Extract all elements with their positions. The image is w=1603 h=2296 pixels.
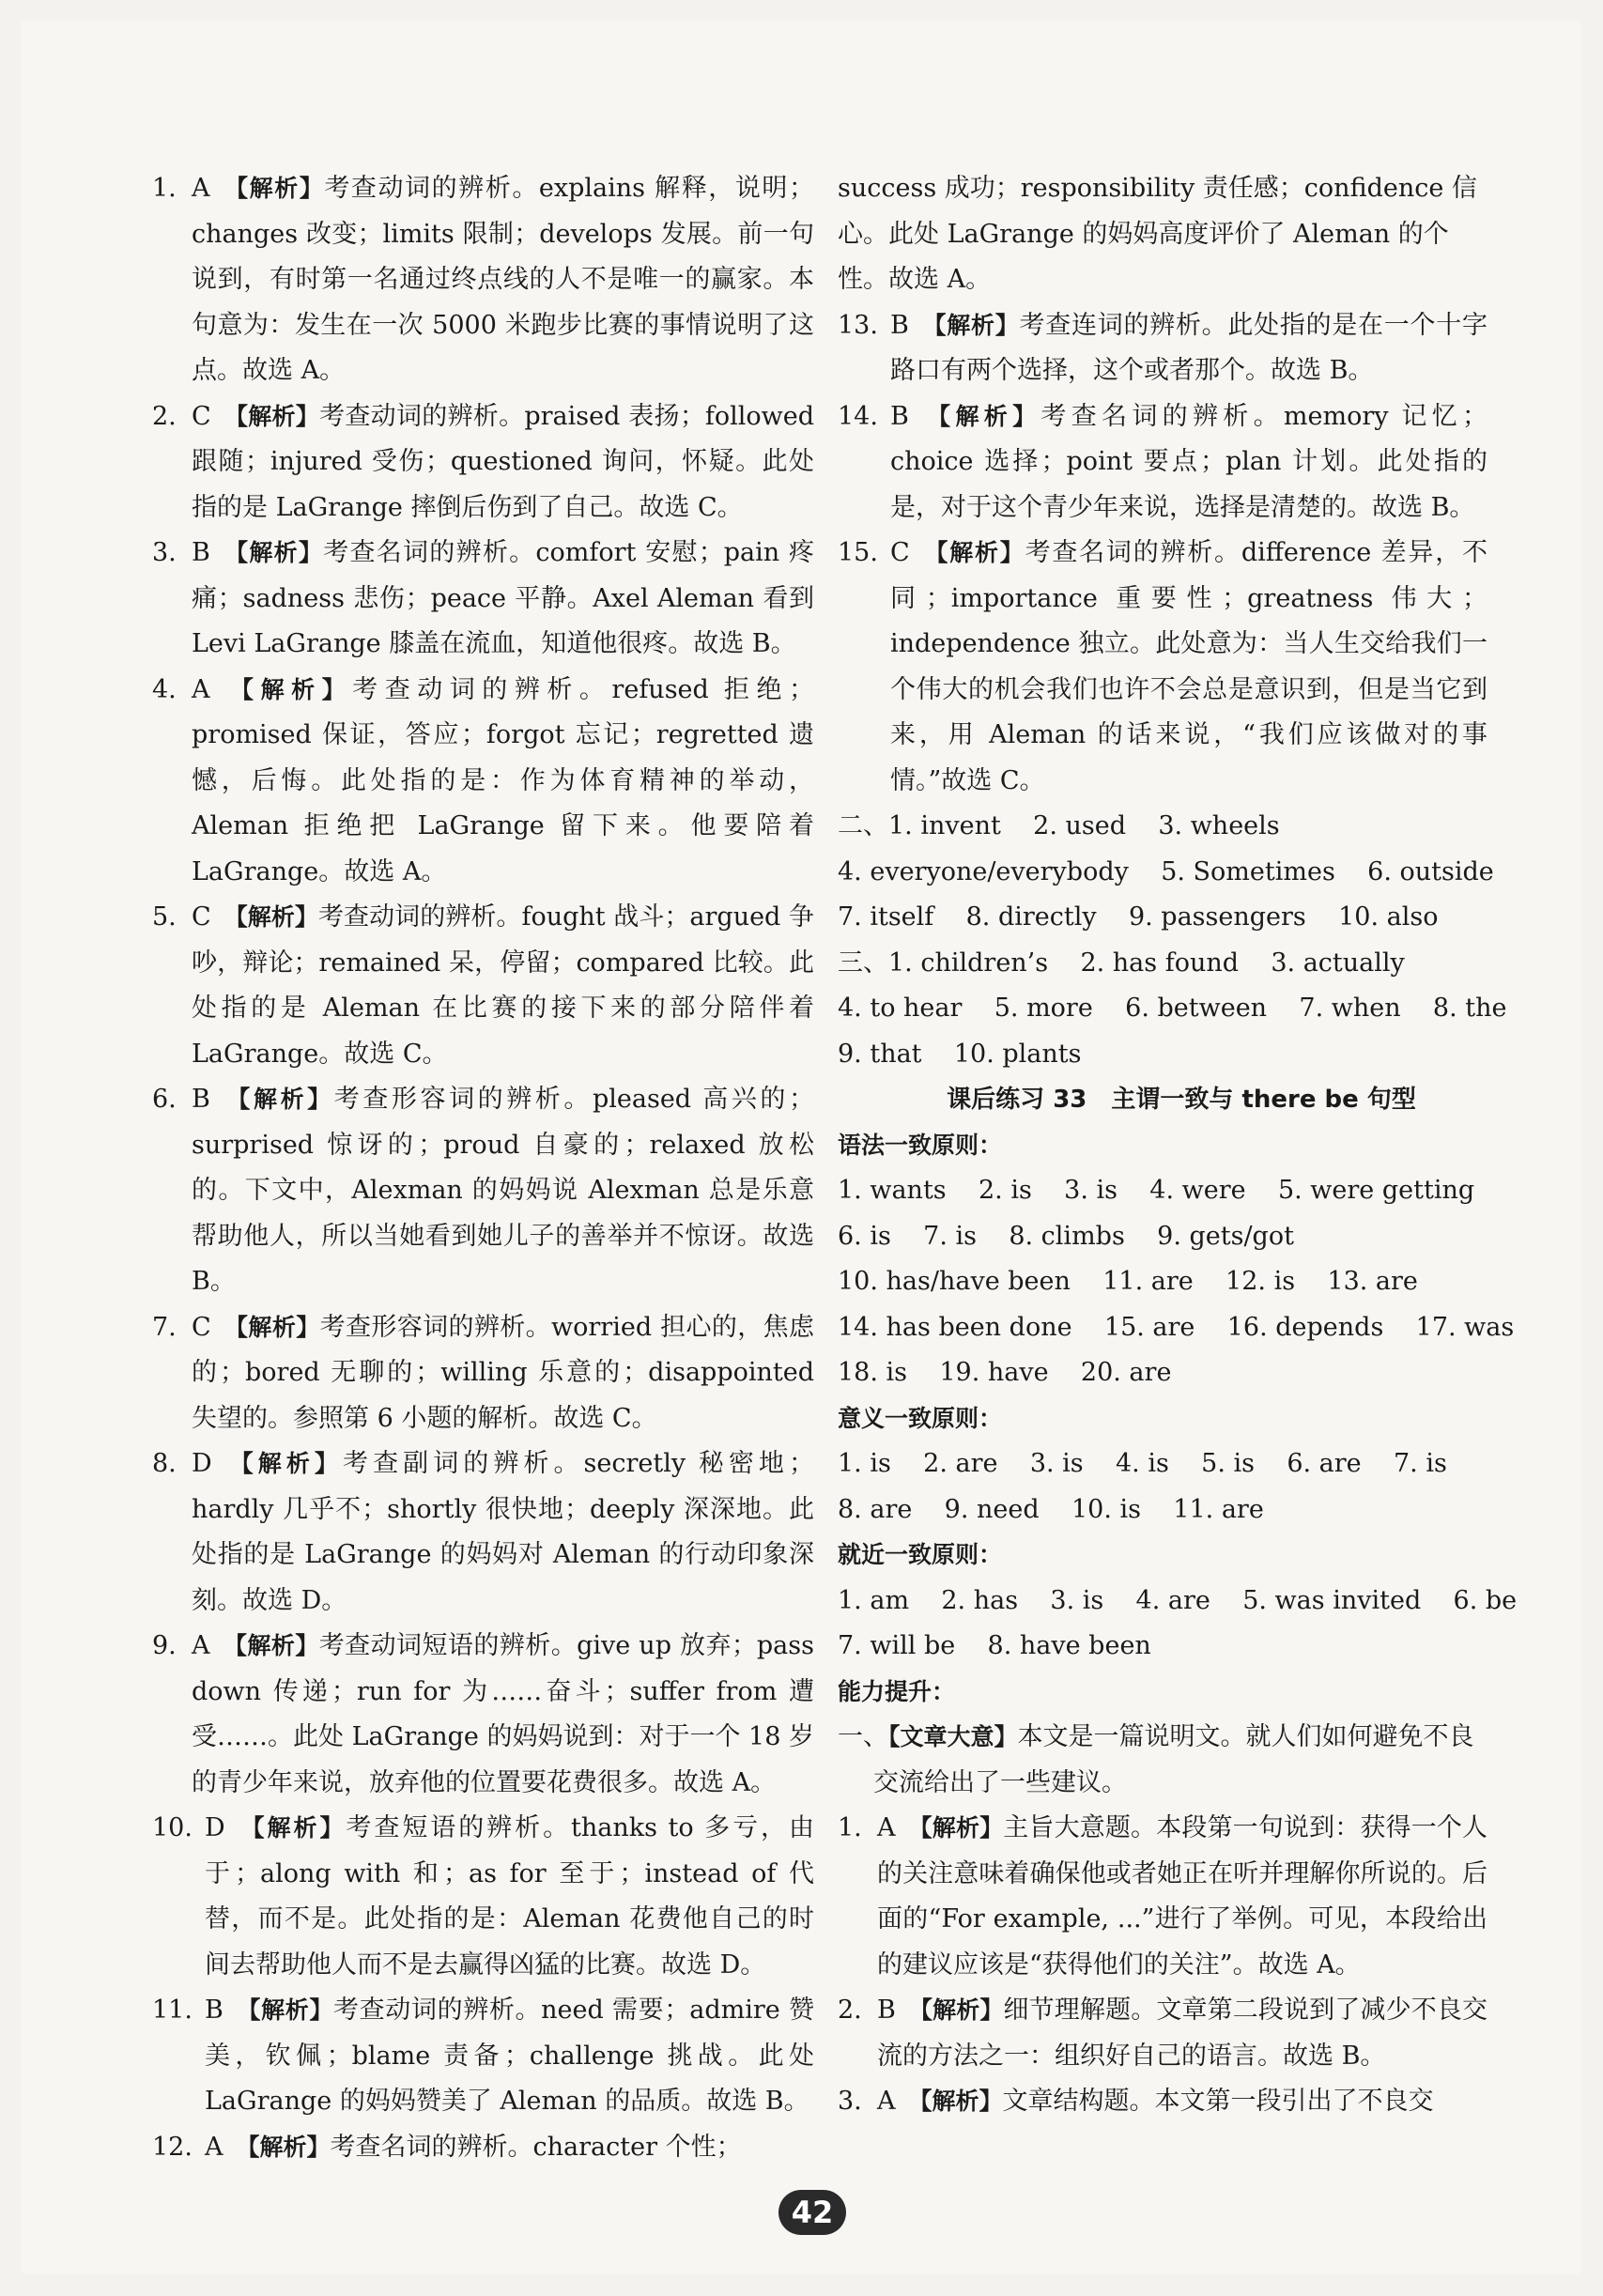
analysis-text: 考查副词的辨析。secretly 秘密地；hardly 几乎不；shortly 很快地；deeply 深深地。此处指的是 LaGrange 的妈妈对 Aleman 的行动印象深刻。故选 D。 <box>192 1449 814 1615</box>
answer-choice: C <box>890 538 910 567</box>
answer-number: 15. <box>838 538 878 567</box>
analysis-text: 文章结构题。本文第一段引出了不良交 <box>1002 2087 1434 2116</box>
answer-choice: A <box>877 2087 896 2116</box>
analysis-text: 主旨大意题。本段第一句说到：获得一个人的关注意味着确保他或者她正在听并理解你所说的。后面的“For example, ...”进行了举例。可见，本段给出的建议应该是“获得他们的关注”。故选 A。 <box>877 1813 1487 1980</box>
answer-item <box>152 1077 814 1305</box>
meaning-line: 1. is 2. are 3. is 4. is 5. is 6. are 7. is <box>838 1449 1447 1478</box>
analysis-tag: 【解析】 <box>223 1086 334 1113</box>
lesson-title: 课后练习 33 主谓一致与 there be 句型 <box>947 1086 1416 1114</box>
analysis-tag: 【解析】 <box>223 1632 319 1659</box>
analysis-tag: 【解析】 <box>908 1996 1004 2024</box>
section-two-line-2: 4. everyone/everybody 5. Sometimes 6. outside <box>838 856 1494 886</box>
section-three <box>838 941 1507 1078</box>
analysis-tag: 【解析】 <box>223 539 324 566</box>
analysis-tag: 【解析】 <box>236 2133 331 2161</box>
analysis-text: 考查名词的辨析。difference 差异，不同；importance 重要性；greatness 伟大；independence 独立。此处意为：当人生交给我们一个伟大的机会我们也许不会总是意识到，但是当它到来，用 Aleman 的话来说，“我们应该做对的事情。”故选 C。 <box>890 538 1487 795</box>
analysis-tag: 【解析】 <box>223 903 318 931</box>
answer-item <box>838 303 1487 394</box>
answer-number: 4. <box>152 674 177 704</box>
answer-item <box>152 531 814 668</box>
left-column <box>152 166 814 2170</box>
answer-number: 10. <box>152 1813 193 1842</box>
analysis-text: 考查形容词的辨析。pleased 高兴的；surprised 惊讶的；proud 自豪的；relaxed 放松的。下文中，Alexman 的妈妈说 Alexman 总是乐意帮助他人，所以当她看到她儿子的善举并不惊讶。故选 B。 <box>192 1085 814 1296</box>
answer-choice: B <box>205 1996 223 2025</box>
analysis-text: 考查连词的辨析。此处指的是在一个十字路口有两个选择，这个或者那个。故选 B。 <box>890 310 1487 385</box>
answer-number: 2. <box>152 401 177 431</box>
ability-heading: 能力提升： <box>838 1677 956 1705</box>
answer-number: 1. <box>838 1813 862 1842</box>
answer-choice: A <box>192 1631 210 1660</box>
section-two-line-3: 7. itself 8. directly 9. passengers 10. also <box>838 902 1439 932</box>
answer-choice: A <box>205 2132 223 2162</box>
answer-choice: A <box>192 674 210 704</box>
answer-number: 1. <box>152 174 177 203</box>
analysis-text: 考查动词的辨析。fought 战斗；argued 争吵，辩论；remained 呆，停留；compared 比较。此处指的是 Aleman 在比赛的接下来的部分陪伴着 LaGrange。故选 C。 <box>192 902 814 1069</box>
analysis-text: 考查动词的辨析。need 需要；admire 赞美，钦佩；blame 责备；challenge 挑战。此处 LaGrange 的妈妈赞美了 Aleman 的品质。故选 B。 <box>205 1996 814 2116</box>
answer-choice: C <box>192 1312 211 1342</box>
answer-item <box>838 1806 1487 1988</box>
answer-number: 6. <box>152 1085 177 1114</box>
analysis-tag: 【解析】 <box>223 1313 320 1341</box>
section-label: 三、 <box>838 948 888 978</box>
analysis-tag: 【解析】 <box>921 311 1020 339</box>
analysis-text: 考查名词的辨析。character 个性； <box>330 2132 742 2162</box>
answer-item <box>152 1305 814 1442</box>
answer-item <box>152 1441 814 1624</box>
answer-number: 3. <box>152 538 177 567</box>
section-two-line-1: 二、1. invent 2. used 3. wheels <box>838 811 1280 840</box>
answer-choice: C <box>192 902 211 932</box>
answer-item <box>838 2079 1487 2125</box>
answer-number: 14. <box>838 401 878 431</box>
answer-number: 7. <box>152 1312 177 1342</box>
grammar-line: 18. is 19. have 20. are <box>838 1358 1172 1387</box>
section-three-line-2: 4. to hear 5. more 6. between 7. when 8. the <box>838 994 1507 1023</box>
answer-number: 11. <box>152 1996 193 2025</box>
answer-choice: A <box>192 174 210 203</box>
analysis-text: 考查动词的辨析。explains 解释，说明；changes 改变；limits 限制；develops 发展。前一句说到，有时第一名通过终点线的人不是唯一的赢家。本句意为：发生在一次 5000 米跑步比赛的事情说明了这点。故选 A。 <box>192 174 814 385</box>
answer-item <box>838 394 1487 532</box>
section-label: 二、 <box>838 811 888 840</box>
analysis-text: 考查形容词的辨析。worried 担心的，焦虑的；bored 无聊的；willing 乐意的；disappointed 失望的。参照第 6 小题的解析。故选 C。 <box>192 1312 814 1433</box>
answer-item <box>152 2125 814 2171</box>
right-column <box>838 166 1518 2125</box>
section-three-line-3: 9. that 10. plants <box>838 1039 1082 1069</box>
grammar-line: 1. wants 2. is 3. is 4. were 5. were getting <box>838 1176 1475 1205</box>
proximity-line: 1. am 2. has 3. is 4. are 5. was invited 6. be <box>838 1585 1518 1615</box>
analysis-tag: 【解析】 <box>908 2088 1003 2115</box>
answer-item <box>152 1988 814 2125</box>
right-answer-list <box>838 303 1487 805</box>
analysis-text: 细节理解题。文章第二段说到了减少不良交流的方法之一：组织好自己的语言。故选 B。 <box>877 1996 1487 2071</box>
page-number: 42 <box>778 2190 846 2235</box>
grammar-line: 10. has/have been 11. are 12. is 13. are <box>838 1267 1418 1296</box>
answer-item <box>838 531 1487 804</box>
answer-number: 2. <box>838 1996 862 2025</box>
section-three-line-1: 三、1. children’s 2. has found 3. actually <box>838 948 1405 978</box>
section-two <box>838 804 1494 941</box>
answer-choice: B <box>890 401 909 431</box>
answer-number: 3. <box>838 2087 862 2116</box>
answer-item <box>152 1624 814 1806</box>
analysis-tag: 【解析】 <box>921 402 1041 430</box>
analysis-text: 考查名词的辨析。memory 记忆；choice 选择；point 要点；plan 计划。此处指的是，对于这个青少年来说，选择是清楚的。故选 B。 <box>890 401 1487 522</box>
grammar-line: 14. has been done 15. are 16. depends 17. was <box>838 1312 1515 1342</box>
article-summary: 一、【文章大意】本文是一篇说明文。就人们如何避免不良交流给出了一些建议。 <box>838 1722 1474 1797</box>
analysis-tag: 【解析】 <box>238 1814 347 1841</box>
grammar-heading: 语法一致原则： <box>838 1131 1003 1159</box>
analysis-text: 考查动词的辨析。refused 拒绝；promised 保证，答应；forgot 忘记；regretted 遗憾，后悔。此处指的是：作为体育精神的举动，Aleman 拒绝把 LaGrange 留下来。他要陪着 LaGrange。故选 A。 <box>192 674 814 886</box>
answer-choice: B <box>192 538 210 567</box>
answer-number: 8. <box>152 1449 177 1478</box>
answer-item <box>152 1806 814 1988</box>
answer-choice: B <box>877 1996 896 2025</box>
analysis-tag: 【解析】 <box>236 1996 334 2024</box>
analysis-tag: 【解析】 <box>224 1450 343 1477</box>
proximity-heading: 就近一致原则： <box>838 1541 1003 1568</box>
answer-choice: B <box>890 310 909 340</box>
analysis-tag: 【解析】 <box>922 539 1025 566</box>
answer-number: 9. <box>152 1631 177 1660</box>
answer-item <box>152 668 814 896</box>
answer-choice: D <box>192 1449 212 1478</box>
meaning-line: 8. are 9. need 10. is 11. are <box>838 1494 1264 1524</box>
ability-answer-list <box>838 1806 1487 2125</box>
analysis-text: 考查动词短语的辨析。give up 放弃；pass down 传递；run for 为……奋斗；suffer from 遭受……。此处 LaGrange 的妈妈说到：对于一个 18 岁的青少年来说，放弃他的位置要花费很多。故选 A。 <box>192 1631 814 1797</box>
page-sheet <box>21 21 1582 2274</box>
answer-item <box>152 895 814 1077</box>
analysis-tag: 【解析】 <box>223 675 353 703</box>
answer-choice: D <box>205 1813 225 1842</box>
grammar-line: 6. is 7. is 8. climbs 9. gets/got <box>838 1221 1294 1251</box>
analysis-text: 考查动词的辨析。praised 表扬；followed 跟随；injured 受伤；questioned 询问，怀疑。此处指的是 LaGrange 摔倒后伤到了自己。故选 C。 <box>192 401 814 522</box>
analysis-tag: 【解析】 <box>223 402 320 430</box>
analysis-tag: 【解析】 <box>223 175 325 202</box>
answer-number: 5. <box>152 902 177 932</box>
analysis-text: 考查短语的辨析。thanks to 多亏，由于；along with 和；as for 至于；instead of 代替，而不是。此处指的是：Aleman 花费他自己的时间去帮助他人而不是去赢得凶猛的比赛。故选 D。 <box>205 1813 814 1980</box>
answer-item <box>838 1988 1487 2079</box>
answer-choice: B <box>192 1085 210 1114</box>
answer-choice: A <box>877 1813 896 1842</box>
analysis-text: 考查名词的辨析。comfort 安慰；pain 疼痛；sadness 悲伤；peace 平静。Axel Aleman 看到 Levi LaGrange 膝盖在流血，知道他很疼。故选 B。 <box>192 538 814 658</box>
continued-answer-12: success 成功；responsibility 责任感；confidence 信心。此处 LaGrange 的妈妈高度评价了 Aleman 的个性。故选 A。 <box>838 174 1477 294</box>
analysis-tag: 【解析】 <box>908 1814 1004 1841</box>
answer-number: 13. <box>838 310 878 340</box>
proximity-line: 7. will be 8. have been <box>838 1631 1151 1660</box>
answer-item <box>152 166 814 394</box>
answer-number: 12. <box>152 2132 193 2162</box>
answer-item <box>152 394 814 532</box>
answer-choice: C <box>192 401 211 431</box>
meaning-heading: 意义一致原则： <box>838 1404 1003 1432</box>
